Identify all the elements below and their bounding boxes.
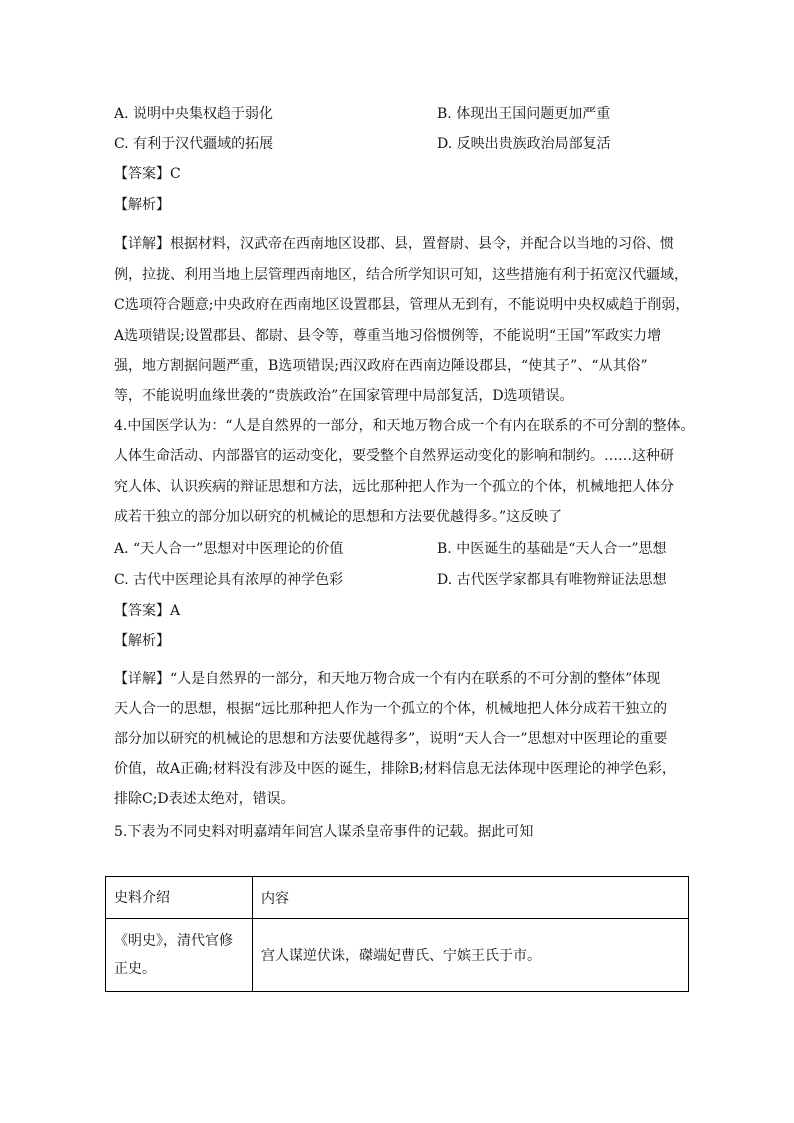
table-header-content: 内容	[253, 877, 689, 919]
q4-detail-line: 【详解】“人是自然界的一部分，和天地万物合成一个有内在联系的不可分割的整体”体现	[114, 671, 661, 687]
q4-detail-line: 排除C;D表述太绝对，错误。	[114, 791, 295, 807]
source-line: 《明史》，清代官修	[114, 933, 233, 949]
q4-detail-line: 部分加以研究的机械论的思想和方法要优越得多”，说明“天人合一”思想对中医理论的重要	[114, 731, 668, 747]
q4-detail-line: 天人合一的思想，根据“远比那种把人作为一个孤立的个体，机械地把人体分成若干独立的	[114, 701, 668, 717]
q4-option-c: C. 古代中医理论具有浓厚的神学色彩	[114, 572, 344, 588]
q3-option-d: D. 反映出贵族政治局部复活	[437, 136, 611, 152]
q3-answer: 【答案】C	[114, 166, 181, 182]
q3-analysis-label: 【解析】	[114, 197, 170, 213]
q4-stem-line: 4.中国医学认为：“人是自然界的一部分，和天地万物合成一个有内在联系的不可分割的整体。	[114, 418, 695, 434]
q4-answer: 【答案】A	[114, 603, 181, 619]
q3-detail-line: C选项符合题意;中央政府在西南地区设置郡县，管理从无到有，不能说明中央权威趋于削弱，	[114, 297, 690, 313]
q3-option-b: B. 体现出王国问题更加严重	[437, 106, 611, 122]
q4-option-b: B. 中医诞生的基础是“天人合一”思想	[437, 541, 667, 557]
q4-option-a: A. “天人合一”思想对中医理论的价值	[114, 541, 344, 557]
q3-detail-line: 强，地方割据问题严重，B选项错误;西汉政府在西南边陲设郡县，“使其子”、“从其俗”	[114, 358, 648, 374]
q4-stem-line: 人体生命活动、内部器官的运动变化，要受整个自然界运动变化的影响和制约。……这种研	[114, 448, 674, 464]
q3-detail-line: 例，拉拢、利用当地上层管理西南地区，结合所学知识可知，这些措施有利于拓宽汉代疆域，	[114, 267, 688, 283]
q5-stem: 5.下表为不同史料对明嘉靖年间宫人谋杀皇帝事件的记载。据此可知	[114, 824, 534, 840]
q4-option-d: D. 古代医学家都具有唯物辩证法思想	[437, 572, 667, 588]
table-cell-content: 宫人谋逆伏诛，磔端妃曹氏、宁嫔王氏于市。	[253, 919, 689, 992]
q5-source-table	[105, 876, 689, 992]
q3-option-c: C. 有利于汉代疆域的拓展	[114, 136, 274, 152]
table-header-source: 史料介绍	[106, 877, 253, 919]
q3-detail-line: 等，不能说明血缘世袭的“贵族政治”在国家管理中局部复活，D选项错误。	[114, 388, 574, 404]
q3-option-a: A. 说明中央集权趋于弱化	[114, 106, 274, 122]
q4-stem-line: 成若干独立的部分加以研究的机械论的思想和方法要优越得多。”这反映了	[114, 509, 563, 525]
table-header-row	[106, 877, 689, 919]
q3-detail-line: A选项错误;设置郡县、都尉、县令等，尊重当地习俗惯例等，不能说明“王国”军政实力增	[114, 328, 662, 344]
source-line: 正史。	[114, 961, 156, 977]
q4-analysis-label: 【解析】	[114, 633, 170, 649]
q4-detail-line: 价值，故A正确;材料没有涉及中医的诞生，排除B;材料信息无法体现中医理论的神学色彩，	[114, 761, 676, 777]
q3-detail-line: 【详解】根据材料，汉武帝在西南地区设郡、县，置督尉、县令，并配合以当地的习俗、惯	[114, 236, 674, 252]
table-cell-source	[106, 919, 253, 992]
q4-stem-line: 究人体、认识疾病的辩证思想和方法，远比那种把人作为一个孤立的个体，机械地把人体分	[114, 479, 674, 495]
table-row	[106, 919, 689, 992]
